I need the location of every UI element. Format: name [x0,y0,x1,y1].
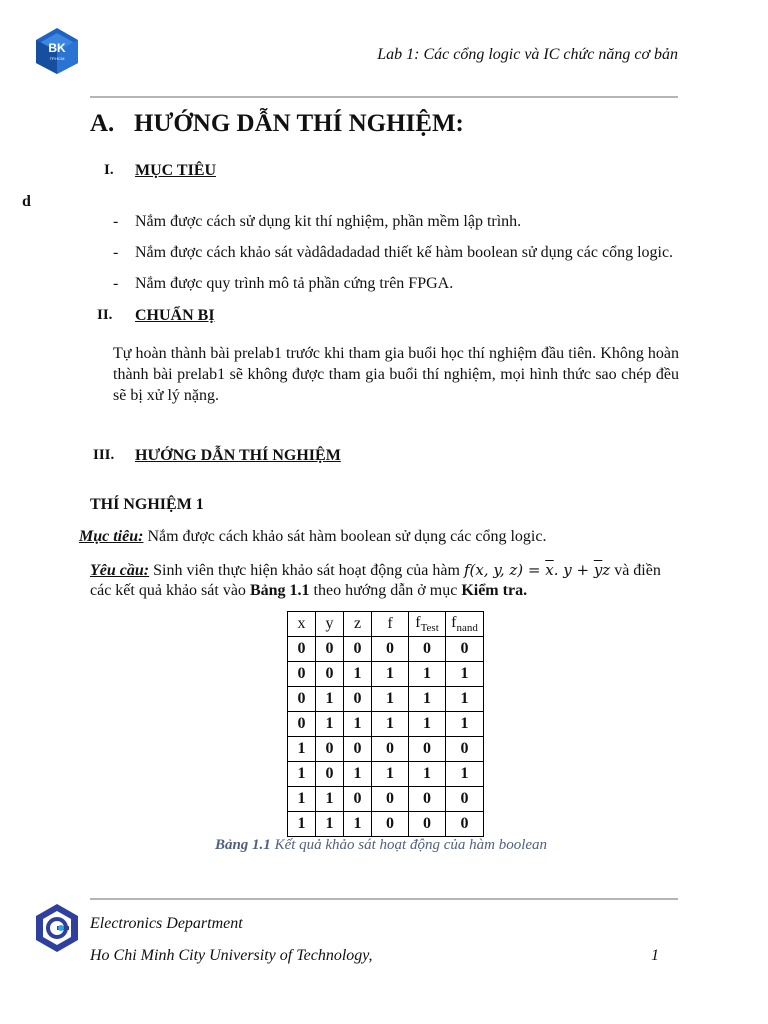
table-row [288,787,484,812]
header-cell: $f_{Test}$ [409,612,446,637]
table-cell: 0 [446,637,484,662]
header-title: Lab 1: Các cổng logic và IC chức năng cơ bản [377,46,678,63]
section-1-title: MỤC TIÊU [135,162,217,179]
table-cell: 0 [344,687,372,712]
table-cell: 1 [288,812,316,837]
header-divider [90,96,678,98]
formula-x-bar: $\overline{x}$ [545,561,554,579]
footer-university: Ho Chi Minh City University of Technology, [90,947,373,964]
section-1-heading [0,162,768,182]
section-a-heading [90,110,464,138]
formula-lhs: f(x, y, z) = [463,561,546,579]
table-cell: 1 [446,662,484,687]
caption-text: Kết quả khảo sát hoạt động của hàm boolean [270,837,548,853]
formula-y-bar: $\overline{y}$ [593,561,603,579]
table-cell: 1 [288,762,316,787]
caption-label: Bảng 1.1 [214,837,271,853]
table-cell: 1 [316,812,344,837]
table-reference: Bảng 1.1 [249,582,310,599]
experiment-objective [79,528,546,546]
section-1-number: I. [104,162,114,178]
header-cell: z [344,612,372,637]
section-2-title: CHUẨN BỊ [135,307,215,324]
footer-department: Electronics Department [90,915,243,932]
table-cell: 1 [409,712,446,737]
header-cell: y [316,612,344,637]
table-cell: 0 [288,712,316,737]
table-cell: 0 [372,812,409,837]
section-3-title: HƯỚNG DẪN THÍ NGHIỆM [135,447,341,464]
section-3-number: III. [93,447,115,463]
table-cell: 0 [409,787,446,812]
table-cell: 1 [446,762,484,787]
table-cell: 0 [288,662,316,687]
section-2-heading [0,307,768,327]
table-cell: 0 [446,787,484,812]
table-cell: 1 [446,687,484,712]
header-cell: f [372,612,409,637]
table-cell: 1 [344,762,372,787]
table-cell: 0 [409,737,446,762]
formula-mid: . y + [553,561,594,579]
table-cell: 0 [316,662,344,687]
requirement-text: theo hướng dẫn ở mục [309,582,462,599]
table-row [288,712,484,737]
table-cell: 1 [288,787,316,812]
table-cell: 0 [316,762,344,787]
table-cell: 1 [316,787,344,812]
table-cell: 1 [409,662,446,687]
table-cell: 0 [288,637,316,662]
table-header-row [288,612,484,637]
university-logo [34,27,80,75]
section-a-number: A. [90,110,115,137]
table-cell: 0 [372,787,409,812]
table-row [288,762,484,787]
objective-bullet: - Nắm được cách khảo sát vàdâdadadad thiết kế hàm boolean sử dụng các cổng logic. [113,244,674,261]
bullet-text: Nắm được quy trình mô tả phần cứng trên FPGA. [135,275,454,292]
table-cell: 1 [409,762,446,787]
page-number: 1 [651,947,659,964]
svg-text:TP.HCM: TP.HCM [49,56,65,61]
header-cell: $f_{nand}$ [446,612,484,637]
table-cell: 0 [372,637,409,662]
bullet-text: Nắm được cách sử dụng kit thí nghiệm, phần mềm lập trình. [135,213,522,230]
table-cell: 0 [288,687,316,712]
objective-text: Nắm được cách khảo sát hàm boolean sử dụng các cổng logic. [143,528,547,545]
requirement-text: Sinh viên thực hiện khảo sát hoạt động của hàm [149,562,464,579]
department-logo [34,902,80,954]
table-cell: 0 [316,737,344,762]
table-cell: 0 [446,737,484,762]
table-cell: 1 [372,687,409,712]
table-cell: 1 [344,662,372,687]
table-cell: 0 [344,637,372,662]
table-cell: 1 [409,687,446,712]
table-row [288,637,484,662]
formula-end: z [602,561,611,579]
objective-bullet: - Nắm được quy trình mô tả phần cứng trên FPGA. [113,275,454,292]
objective-label: Mục tiêu: [79,528,144,545]
bullet-text: Nắm được cách khảo sát vàdâdadadad thiết kế hàm boolean sử dụng các cổng logic. [135,244,674,261]
table-cell: 1 [316,712,344,737]
requirement-label: Yêu cầu: [90,562,150,579]
table-cell: 0 [344,737,372,762]
table-cell: 1 [372,662,409,687]
table-cell: 1 [344,812,372,837]
table-cell: 1 [288,737,316,762]
objective-bullet: - Nắm được cách sử dụng kit thí nghiệm, phần mềm lập trình. [113,213,522,230]
table-cell: 1 [344,712,372,737]
preparation-paragraph: Tự hoàn thành bài prelab1 trước khi tham gia buổi học thí nghiệm đầu tiên. Không hoàn thành bài prelab1 sẽ không được tham gia buổi thí nghiệm, mọi hình thức sao chép đều sẽ bị xử lý nặng. [113,345,679,404]
table-cell: 0 [344,787,372,812]
table-cell: 0 [409,637,446,662]
boolean-formula [464,561,610,579]
table-cell: 0 [316,637,344,662]
table-row [288,662,484,687]
table-row [288,687,484,712]
table-cell: 1 [372,712,409,737]
table-cell: 0 [446,812,484,837]
table-cell: 1 [316,687,344,712]
svg-text:BK: BK [48,41,66,55]
section-2-number: II. [97,307,113,323]
table-cell: 1 [372,762,409,787]
table-caption [0,837,762,854]
section-a-title: HƯỚNG DẪN THÍ NGHIỆM: [134,110,464,137]
requirement-text: và điền các kết quả khảo sát vào [90,562,661,599]
truth-table [287,611,484,837]
table-cell: 0 [409,812,446,837]
stray-character: d [22,193,31,210]
footer-divider [90,898,678,900]
section-reference: Kiểm tra. [461,582,528,599]
table-row [288,812,484,837]
experiment-title: THÍ NGHIỆM 1 [90,496,204,513]
table-cell: 0 [372,737,409,762]
experiment-requirement [90,560,680,601]
section-3-heading [0,447,768,467]
table-cell: 1 [446,712,484,737]
header-cell: x [288,612,316,637]
table-row [288,737,484,762]
